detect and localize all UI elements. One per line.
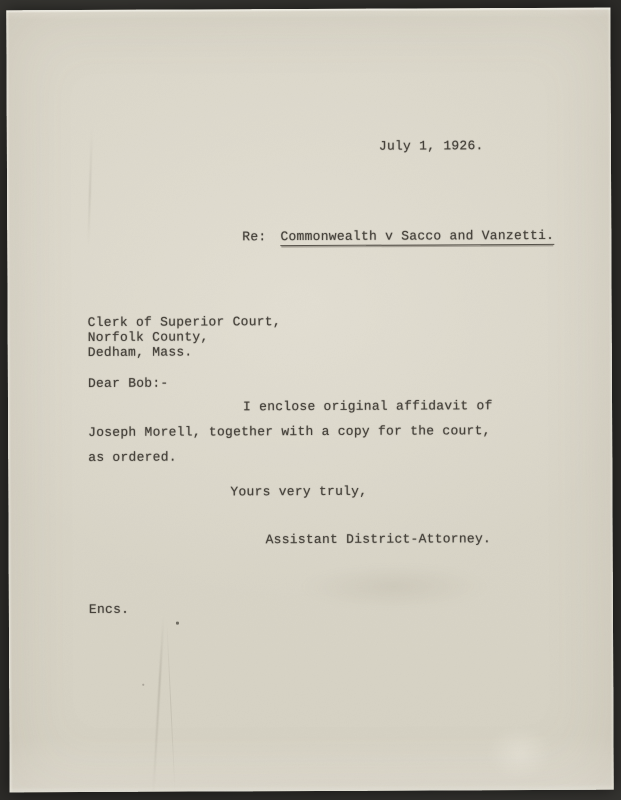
re-subject-underlined: Commonwealth v Sacco and Vanzetti.: [280, 227, 555, 245]
letter-paper: [6, 8, 613, 793]
recipient-line-2: Norfolk County,: [87, 329, 209, 345]
body-line-1: I enclose original affidavit of: [242, 398, 493, 415]
closing-line: Yours very truly,: [230, 483, 368, 500]
body-line-2: Joseph Morell, together with a copy for the court,: [88, 423, 491, 440]
paper-crease: [87, 128, 92, 246]
paper-crease: [166, 620, 175, 792]
paper-smudge: [299, 563, 489, 610]
paper-crease: [152, 616, 164, 796]
signature-title-line: Assistant District-Attorney.: [265, 531, 492, 548]
ink-speck: [176, 622, 179, 625]
recipient-line-1: Clerk of Superior Court,: [87, 314, 281, 330]
salutation-line: Dear Bob:-: [87, 375, 169, 391]
paper-smudge: [487, 726, 551, 780]
enclosures-line: Encs.: [88, 601, 130, 617]
body-line-3: as ordered.: [88, 449, 177, 465]
ink-speck: [142, 684, 144, 686]
date-line: July 1, 1926.: [378, 138, 484, 154]
re-label: Re:: [242, 229, 267, 245]
re-line: [242, 228, 554, 246]
recipient-line-3: Dedham, Mass.: [87, 344, 193, 360]
